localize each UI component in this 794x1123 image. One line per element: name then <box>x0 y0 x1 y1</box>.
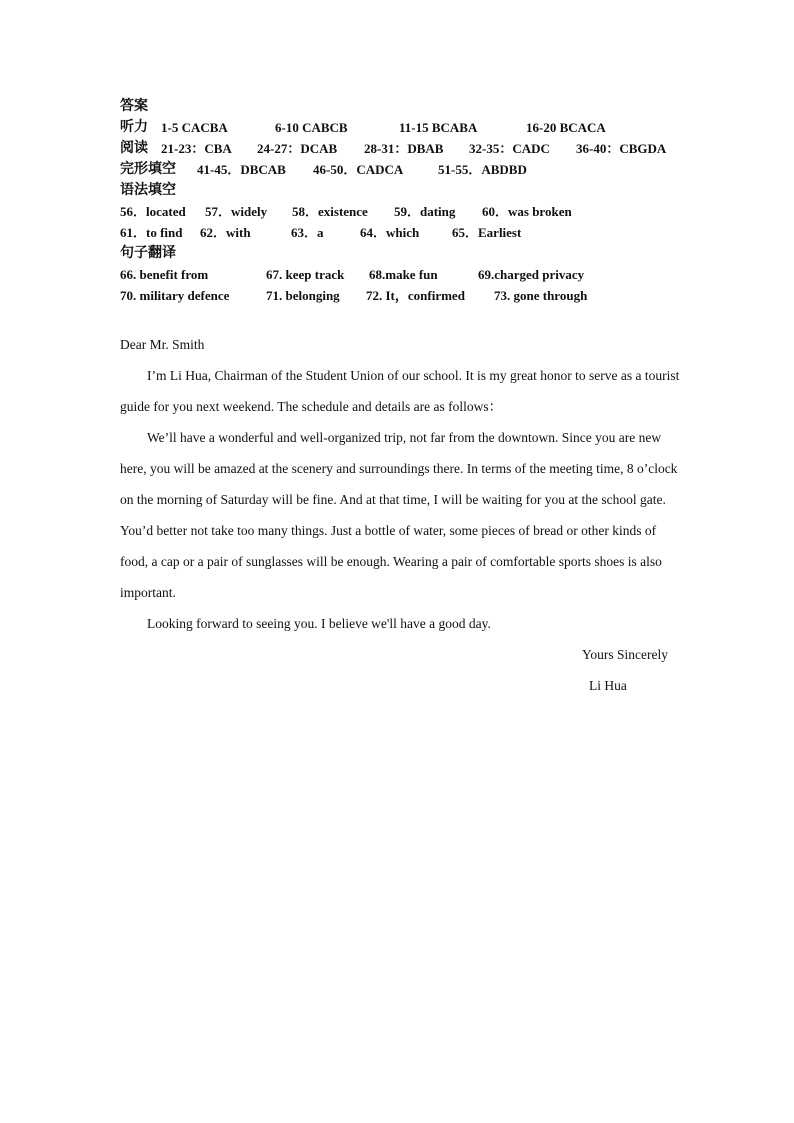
translation-label: 句子翻译 <box>120 245 176 261</box>
letter-paragraph: I’m Li Hua, Chairman of the Student Union of our school. It is my great honor to serve as a tourist guide for you next weekend. The schedule and details are as follows： <box>120 368 680 414</box>
answer-item: 67. keep track <box>266 267 345 282</box>
letter-closing-line <box>120 639 680 670</box>
answer-item: 32-35：CADC <box>469 141 550 156</box>
translation-answers-row2 <box>120 285 680 306</box>
letter-paragraph: We’ll have a wonderful and well-organized trip, not far from the downtown. Since you are new here, you will be amazed at the scenery and surroundings there. In terms of the meeting time, 8 o’clock on the morning of Saturday will be fine. And at that time, I will be waiting for you at the school gate. You’d better not take too many things. Just a bottle of water, some pieces of bread or other kinds of food, a cap or a pair of sunglasses will be enough. Wearing a pair of comfortable sports shoes is also important. <box>120 430 678 600</box>
answer-item: 69.charged privacy <box>478 267 585 282</box>
answer-item: 28-31：DBAB <box>364 141 444 156</box>
answer-item: 60．was broken <box>482 204 572 219</box>
letter <box>120 329 680 701</box>
answer-item: 51-55．ABDBD <box>438 162 527 177</box>
answer-item: 68.make fun <box>369 267 438 282</box>
translation-answers-row1 <box>120 264 680 285</box>
letter-paragraph: Looking forward to seeing you. I believe we'll have a good day. <box>147 616 491 631</box>
letter-signature: Li Hua <box>589 678 627 693</box>
answer-item: 63．a <box>291 225 324 240</box>
answer-item: 72. It，confirmed <box>366 288 465 303</box>
answer-item: 71. belonging <box>266 288 340 303</box>
answer-item: 61．to find <box>120 225 183 240</box>
letter-signature-line <box>120 670 680 701</box>
answer-item: 46-50．CADCA <box>313 162 404 177</box>
grammar-answers-row2 <box>120 222 680 243</box>
answer-document <box>120 96 680 693</box>
answer-item: 6-10 CABCB <box>275 120 348 135</box>
reading-label: 阅读 <box>120 140 148 156</box>
answer-item: 36-40：CBGDA <box>576 141 667 156</box>
cloze-answers <box>120 159 680 180</box>
answer-item: 66. benefit from <box>120 267 209 282</box>
answer-title: 答案 <box>120 98 148 114</box>
answer-item: 64．which <box>360 225 420 240</box>
answer-item: 58．existence <box>292 204 368 219</box>
answer-item: 21-23：CBA <box>161 141 232 156</box>
letter-salutation: Dear Mr. Smith <box>120 337 205 352</box>
answer-item: 62．with <box>200 225 251 240</box>
answer-item: 73. gone through <box>494 288 588 303</box>
cloze-label: 完形填空 <box>120 161 176 177</box>
listening-answers <box>120 117 680 138</box>
answer-item: 57．widely <box>205 204 268 219</box>
grammar-answers-row1 <box>120 201 680 222</box>
reading-answers <box>120 138 680 159</box>
answer-item: 41-45．DBCAB <box>197 162 286 177</box>
answer-item: 11-15 BCABA <box>399 120 478 135</box>
answer-item: 16-20 BCACA <box>526 120 606 135</box>
answer-item: 59．dating <box>394 204 456 219</box>
answer-item: 56．located <box>120 204 186 219</box>
listening-label: 听力 <box>120 119 148 135</box>
answer-item: 1-5 CACBA <box>161 120 228 135</box>
grammar-label: 语法填空 <box>120 182 176 198</box>
answer-item: 24-27：DCAB <box>257 141 338 156</box>
answer-item: 65．Earliest <box>452 225 522 240</box>
letter-closing: Yours Sincerely <box>582 647 669 662</box>
answer-key <box>120 96 680 306</box>
answer-item: 70. military defence <box>120 288 230 303</box>
